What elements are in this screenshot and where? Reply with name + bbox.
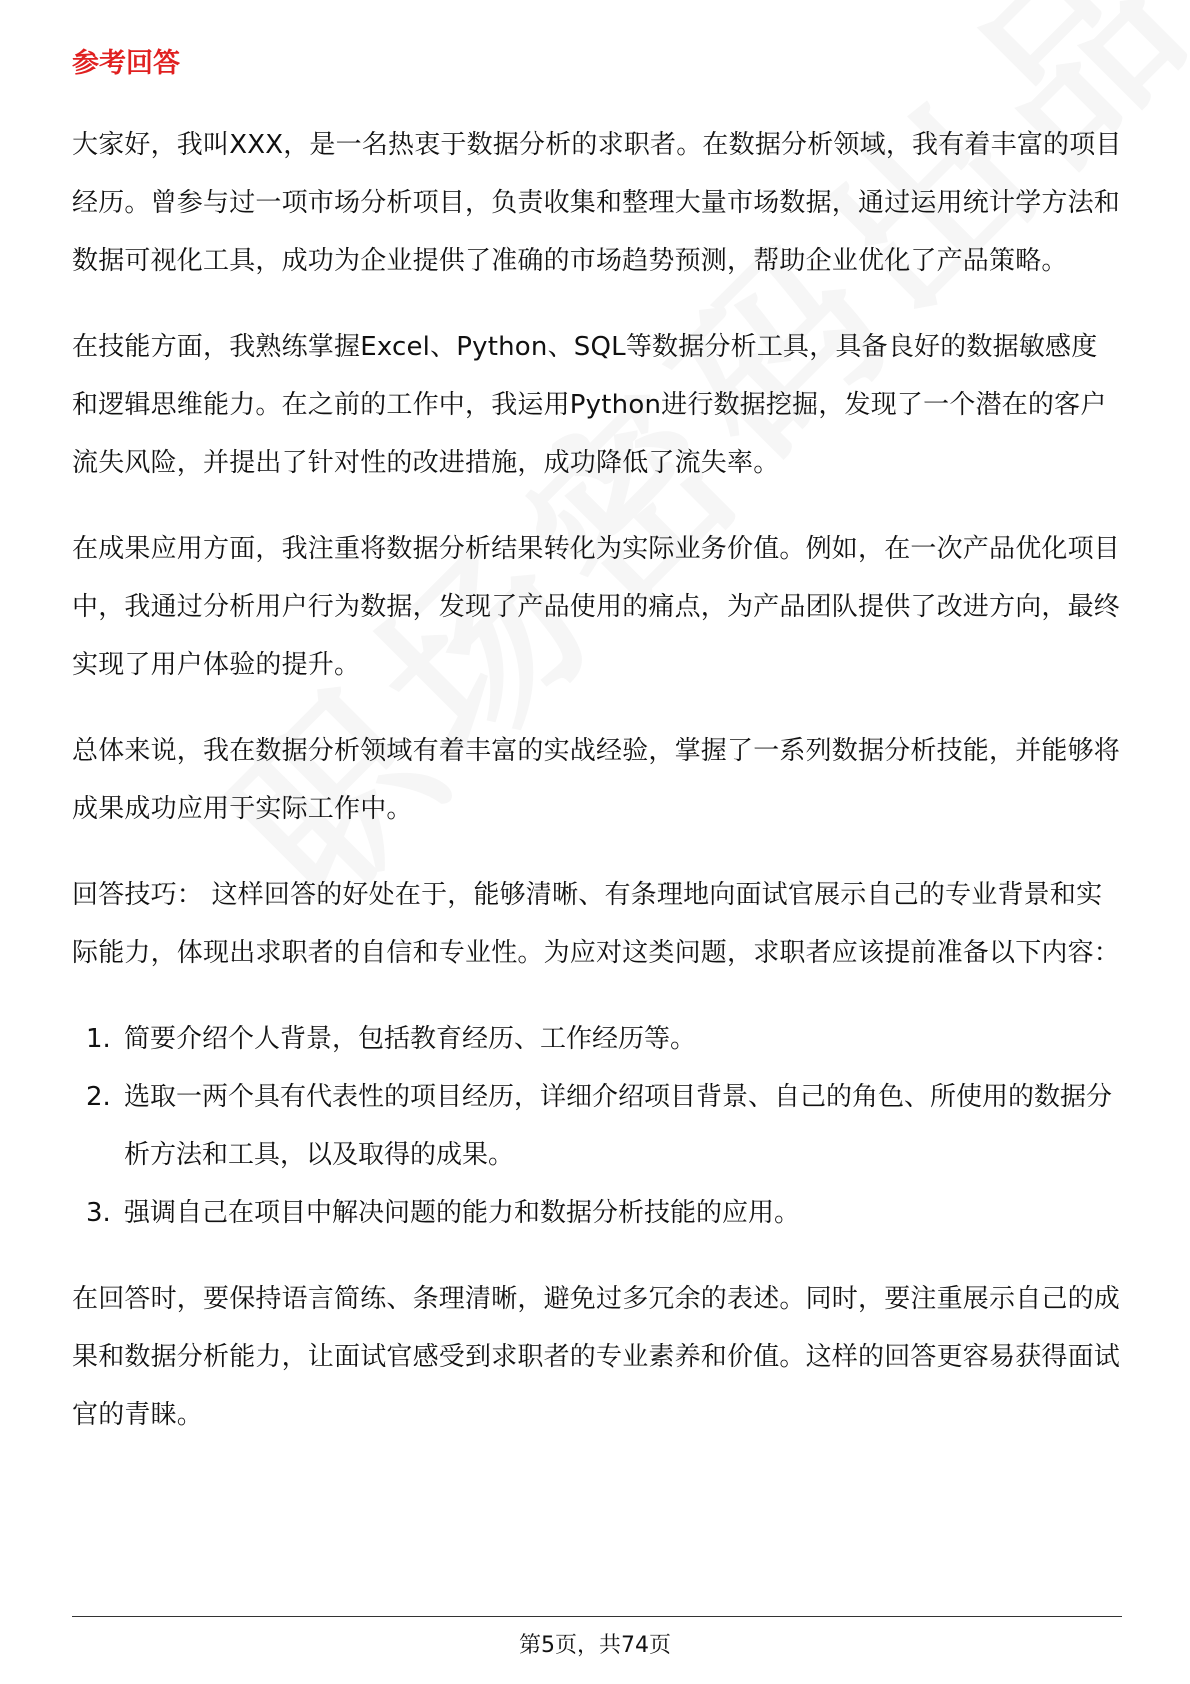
- paragraph-intro: 大家好，我叫XXX，是一名热衷于数据分析的求职者。在数据分析领域，我有着丰富的项目经历。曾参与过一项市场分析项目，负责收集和整理大量市场数据，通过运用统计学方法和数据可视化工具，成功为企业提供了准确的市场趋势预测，帮助企业优化了产品策略。: [72, 130, 1122, 276]
- list-item-number: 2.: [86, 1082, 111, 1112]
- list-item-text: 选取一两个具有代表性的项目经历，详细介绍项目背景、自己的角色、所使用的数据分析方法和工具，以及取得的成果。: [124, 1082, 1113, 1170]
- list-item-text: 强调自己在项目中解决问题的能力和数据分析技能的应用。: [124, 1198, 801, 1228]
- paragraph-skills: 在技能方面，我熟练掌握Excel、Python、SQL等数据分析工具，具备良好的数据敏感度和逻辑思维能力。在之前的工作中，我运用Python进行数据挖掘，发现了一个潜在的客户流失风险，并提出了针对性的改进措施，成功降低了流失率。: [72, 332, 1107, 478]
- list-item-text: 简要介绍个人背景，包括教育经历、工作经历等。: [124, 1024, 697, 1054]
- paragraph-closing: 在回答时，要保持语言简练、条理清晰，避免过多冗余的表述。同时，要注重展示自己的成果和数据分析能力，让面试官感受到求职者的专业素养和价值。这样的回答更容易获得面试官的青睐。: [72, 1284, 1121, 1430]
- section-heading: 参考回答: [72, 48, 180, 79]
- list-item: [72, 1010, 1122, 1068]
- paragraph-summary: 总体来说，我在数据分析领域有着丰富的实战经验，掌握了一系列数据分析技能，并能够将成果成功应用于实际工作中。: [72, 736, 1121, 824]
- preparation-list: [72, 1010, 1122, 1242]
- list-item: [72, 1184, 1122, 1242]
- content-area: [72, 44, 1122, 1472]
- page-number: 第5页，共74页: [519, 1633, 671, 1658]
- paragraph-tips: 回答技巧： 这样回答的好处在于，能够清晰、有条理地向面试官展示自己的专业背景和实际能力，体现出求职者的自信和专业性。为应对这类问题，求职者应该提前准备以下内容：: [72, 880, 1121, 968]
- footer-divider: [72, 1616, 1122, 1617]
- paragraph-results: 在成果应用方面，我注重将数据分析结果转化为实际业务价值。例如，在一次产品优化项目中，我通过分析用户行为数据，发现了产品使用的痛点，为产品团队提供了改进方向，最终实现了用户体验的提升。: [72, 534, 1121, 680]
- list-item-number: 1.: [86, 1024, 111, 1054]
- list-item: [72, 1068, 1122, 1184]
- list-item-number: 3.: [86, 1198, 111, 1228]
